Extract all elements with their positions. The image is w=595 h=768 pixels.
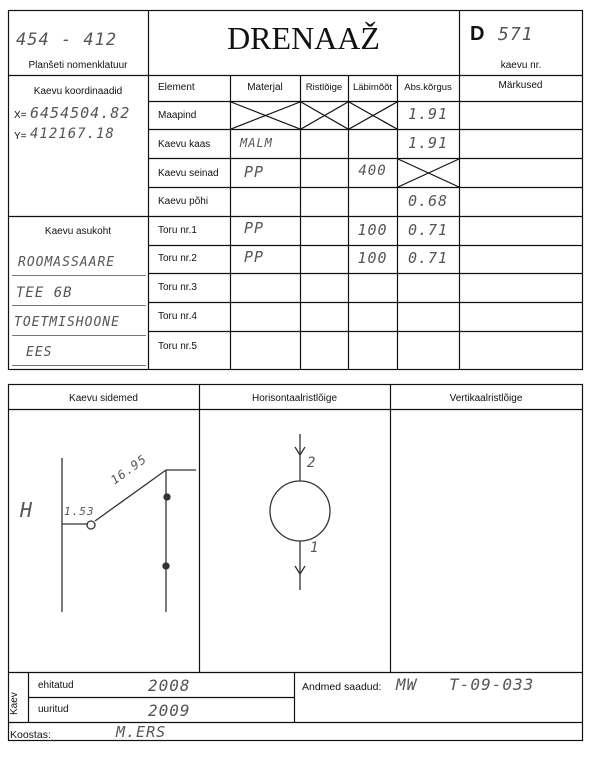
abs-height-value: 0.68 <box>407 192 449 210</box>
header-notes: Märkused <box>498 80 543 91</box>
location-line: TOETMISHOONE <box>12 306 146 336</box>
abs-height-value: 1.91 <box>407 105 449 123</box>
data-source-value: MW T-09-033 <box>396 675 535 694</box>
header-diameter: Läbimõõt <box>352 82 393 93</box>
location-line: TEE 6B <box>12 276 146 306</box>
form-title: DRENAAŽ <box>227 20 380 56</box>
row-element: Toru nr.3 <box>158 282 197 293</box>
material-value: PP <box>244 163 265 181</box>
material-value: PP <box>244 248 265 266</box>
row-element: Kaevu seinad <box>158 168 219 179</box>
abs-height-value: 0.71 <box>407 221 449 239</box>
row-element: Toru nr.2 <box>158 253 197 264</box>
x-coordinate: 6454504.82 <box>30 104 131 122</box>
material-value: MALM <box>240 136 273 150</box>
sketch-distance-1: 1.53 <box>64 505 95 518</box>
abs-height-value: 0.71 <box>407 249 449 267</box>
data-source-label: Andmed saadud: <box>302 681 382 693</box>
row-element: Kaevu kaas <box>158 139 211 150</box>
built-label: ehitatud <box>38 680 74 691</box>
pipe-2-label: 2 <box>307 455 317 471</box>
built-value: 2008 <box>148 676 191 695</box>
sketch-col-vertical: Vertikaalristlõige <box>449 393 523 404</box>
location-line: ROOMASSAARE <box>12 246 146 276</box>
sketch-col-ties: Kaevu sidemed <box>69 393 138 404</box>
well-number: 571 <box>498 24 534 45</box>
sheet-number: 454 - 412 <box>16 30 118 50</box>
y-prefix: Y= <box>14 131 27 142</box>
location-label: Kaevu asukoht <box>44 226 112 237</box>
location-lines <box>12 246 146 366</box>
pipe-1-label: 1 <box>310 540 320 556</box>
sketch-distance-2: 16.95 <box>108 451 150 488</box>
well-prefix: D <box>470 23 485 45</box>
header-element: Element <box>158 82 195 93</box>
location-line: EES <box>12 336 146 366</box>
row-element: Toru nr.4 <box>158 311 197 322</box>
author-value: M.ERS <box>116 723 167 741</box>
header-material: Materjal <box>247 82 283 93</box>
well-label: kaevu nr. <box>500 60 542 71</box>
sketch-h-label: H <box>20 498 34 522</box>
y-coordinate: 412167.18 <box>30 126 115 142</box>
well-ties-sketch <box>62 458 196 612</box>
author-label: Koostas: <box>10 729 51 741</box>
coordinates-label: Kaevu koordinaadid <box>33 86 123 97</box>
material-value: PP <box>244 219 265 237</box>
diameter-value: 100 <box>357 221 388 239</box>
header-abs-height: Abs.kõrgus <box>404 82 452 93</box>
surveyed-value: 2009 <box>148 701 191 720</box>
row-element: Kaevu põhi <box>158 196 209 207</box>
diameter-value: 100 <box>357 249 388 267</box>
x-prefix: X= <box>14 110 27 121</box>
row-element: Maapind <box>158 110 197 121</box>
abs-height-value: 1.91 <box>407 134 449 152</box>
diameter-value: 400 <box>358 163 387 179</box>
header-cross-section: Ristlõige <box>305 82 343 93</box>
row-element: Toru nr.1 <box>158 225 197 236</box>
surveyed-label: uuritud <box>38 704 69 715</box>
well-side-label: Kaev <box>9 692 20 715</box>
horizontal-section-sketch <box>270 434 330 590</box>
sketch-col-horizontal: Horisontaalristlõige <box>251 393 338 404</box>
sheet-label: Planšeti nomenklatuur <box>28 60 128 71</box>
row-element: Toru nr.5 <box>158 341 197 352</box>
